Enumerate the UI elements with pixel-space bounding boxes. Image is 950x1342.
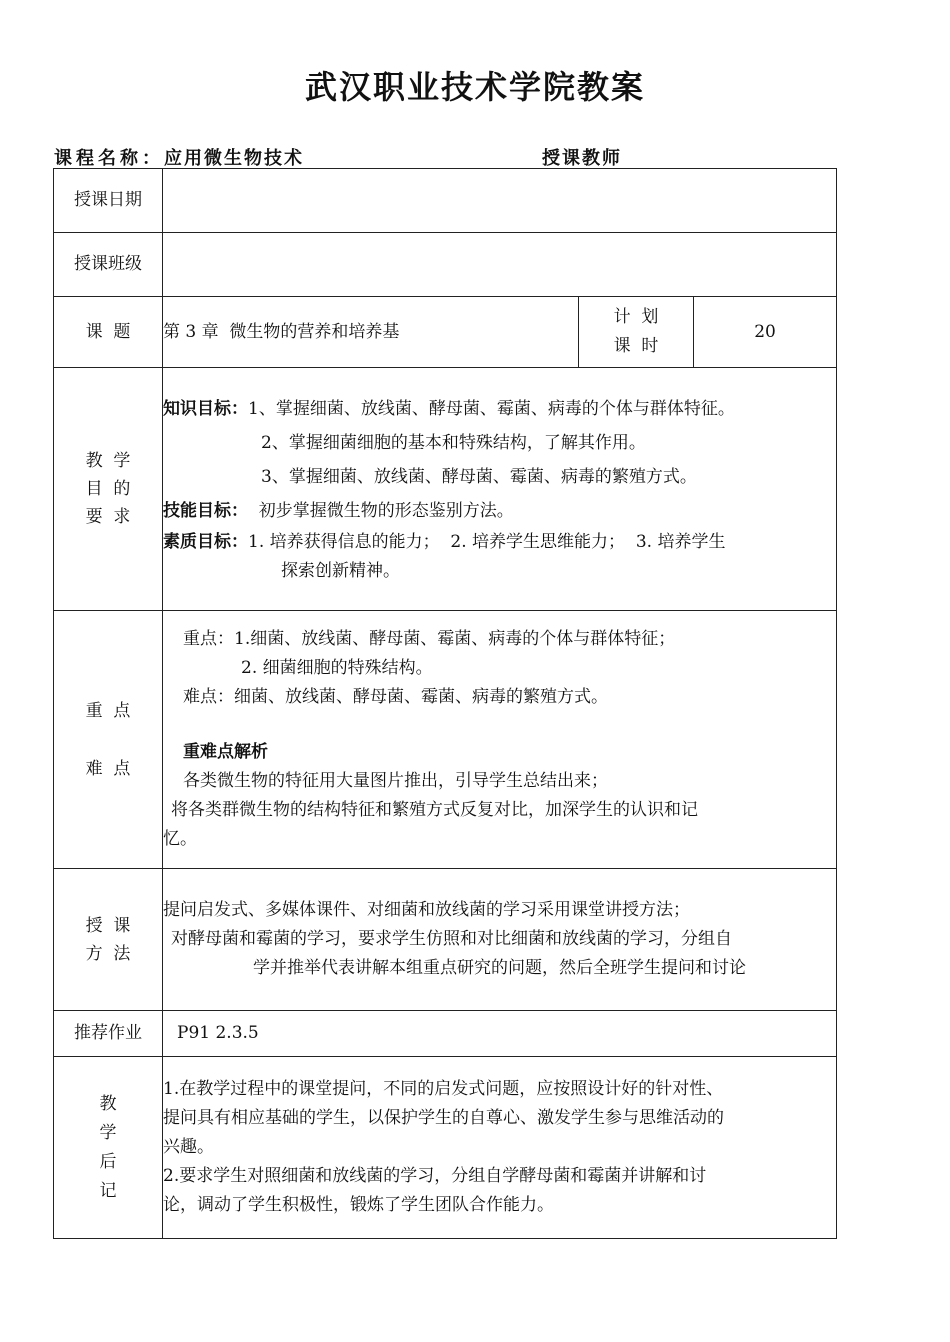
afterword-label-char4: 记 [99,1180,117,1201]
afterword-label-char3: 后 [99,1151,117,1172]
key-points-label-line1: 重 点 [85,700,131,721]
objectives-label-line1: 教 学 [85,451,131,471]
method-label-line2: 方 法 [85,943,131,964]
key-points-content [163,611,837,869]
method-line-3: 学并推举代表讲解本组重点研究的问题，然后全班学生提问和讨论 [253,958,746,978]
knowledge-objective-3: 3、掌握细菌、放线菌、酵母菌、霉菌、病毒的繁殖方式。 [261,467,697,487]
planned-hours-label-line1: 计 划 [613,307,659,327]
course-name-line [54,144,304,170]
objectives-content [163,368,837,611]
method-label [54,869,163,1011]
topic-value [163,297,579,368]
key-point-line-1: 重点：1.细菌、放线菌、酵母菌、霉菌、病毒的个体与群体特征； [183,629,676,649]
row-objectives [54,368,837,611]
afterword-label-char2: 学 [99,1122,117,1143]
lesson-plan-table [53,168,837,1239]
date-value[interactable] [163,169,837,233]
objectives-label [54,368,163,611]
homework-label: 推荐作业 [54,1011,163,1057]
course-name-label: 课程名称： [54,148,164,169]
knowledge-objective-label: 知识目标： [163,399,248,419]
objectives-label-line2: 目 的 [85,479,131,499]
key-points-label-line2: 难 点 [85,758,131,779]
analysis-line-1: 各类微生物的特征用大量图片推出，引导学生总结出来； [183,771,608,791]
row-class [54,233,837,297]
row-key-points [54,611,837,869]
difficult-point-line: 难点：细菌、放线菌、酵母菌、霉菌、病毒的繁殖方式。 [183,687,608,707]
afterword-label-char1: 教 [99,1093,117,1114]
page-title: 武汉职业技术学院教案 [304,68,645,106]
method-content [163,869,837,1011]
course-name-value: 应用微生物技术 [164,148,304,169]
objectives-label-line3: 要 求 [85,507,131,527]
quality-objective-text: 1. 培养获得信息的能力； 2. 培养学生思维能力； 3. 培养学生 [248,532,726,552]
analysis-line-3: 忆。 [163,829,197,849]
afterword-line-2: 提问具有相应基础的学生，以保护学生的自尊心、激发学生参与思维活动的 [163,1108,724,1128]
skill-objective-label: 技能目标： [163,501,248,521]
row-afterword [54,1057,837,1239]
row-date [54,169,837,233]
method-line-2: 对酵母菌和霉菌的学习，要求学生仿照和对比细菌和放线菌的学习，分组自 [171,929,732,949]
skill-objective-text: 初步掌握微生物的形态鉴别方法。 [248,501,514,521]
key-point-line-2: 2. 细菌细胞的特殊结构。 [241,658,433,678]
quality-objective-label: 素质目标： [163,532,248,552]
topic-value-text: 第 3 章 微生物的营养和培养基 [163,321,400,342]
class-label: 授课班级 [54,233,163,297]
afterword-label [54,1057,163,1239]
knowledge-objective-1-text: 1、掌握细菌、放线菌、酵母菌、霉菌、病毒的个体与群体特征。 [248,399,735,419]
teacher-line [542,144,622,170]
knowledge-objective-1 [163,392,836,426]
class-value[interactable] [163,233,837,297]
afterword-line-4: 2.要求学生对照细菌和放线菌的学习，分组自学酵母菌和霉菌并讲解和讨 [163,1166,707,1186]
planned-hours-value: 20 [694,297,837,368]
topic-label [54,297,163,368]
analysis-line-2: 将各类群微生物的结构特征和繁殖方式反复对比，加深学生的认识和记 [171,800,698,820]
quality-objective-cont: 探索创新精神。 [281,561,400,581]
planned-hours-label-line2: 课 时 [613,336,659,356]
row-method [54,869,837,1011]
skill-objective [163,494,836,528]
knowledge-objective-2: 2、掌握细菌细胞的基本和特殊结构，了解其作用。 [261,433,646,453]
key-points-label [54,611,163,869]
planned-hours-label [579,297,694,368]
row-homework [54,1011,837,1057]
afterword-line-1: 1.在教学过程中的课堂提问，不同的启发式问题，应按照设计好的针对性、 [163,1079,724,1099]
method-line-1: 提问启发式、多媒体课件、对细菌和放线菌的学习采用课堂讲授方法； [163,900,690,920]
key-points-spacer [163,712,836,738]
method-label-line1: 授 课 [85,915,131,936]
teacher-label: 授课教师 [542,148,622,169]
date-label: 授课日期 [54,169,163,233]
afterword-line-3: 兴趣。 [163,1137,214,1157]
afterword-content [163,1057,837,1239]
row-topic [54,297,837,368]
topic-label-text: 课 题 [85,321,131,342]
afterword-line-5: 论，调动了学生积极性，锻炼了学生团队合作能力。 [163,1195,554,1215]
analysis-title: 重难点解析 [183,742,268,762]
quality-objective [163,528,836,557]
homework-value: P91 2.3.5 [163,1011,837,1057]
